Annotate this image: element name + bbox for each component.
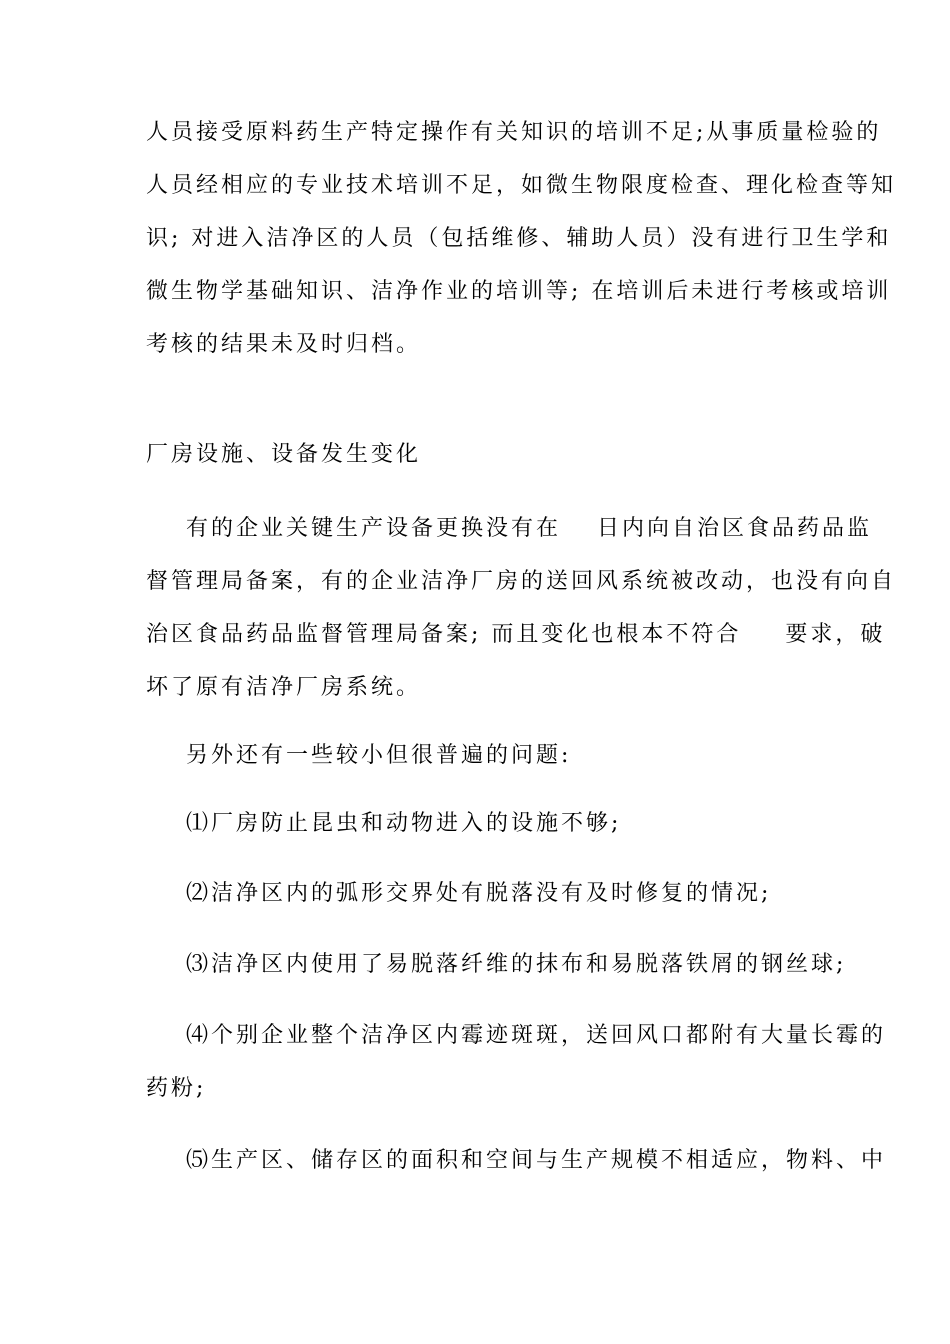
paragraph-3: 另外还有一些较小但很普遍的问题: bbox=[186, 743, 572, 768]
paragraph-2-line-3 bbox=[146, 620, 886, 650]
paragraph-2-line-1-part-2: 日内向自治区食品药品监 bbox=[597, 516, 873, 541]
paragraph-1-line-1: 人员接受原料药生产特定操作有关知识的培训不足;从事质量检验的 bbox=[146, 120, 882, 145]
paragraph-1-line-4: 微生物学基础知识、洁净作业的培训等; 在培训后未进行考核或培训 bbox=[146, 279, 892, 304]
list-item-4: ⑷个别企业整个洁净区内霉迹斑斑，送回风口都附有大量长霉的 bbox=[186, 1023, 887, 1048]
paragraph-1-line-5: 考核的结果未及时归档。 bbox=[146, 332, 422, 357]
paragraph-1-line-3: 识; 对进入洁净区的人员（包括维修、辅助人员）没有进行卫生学和 bbox=[146, 226, 892, 251]
paragraph-1-line-2: 人员经相应的专业技术培训不足，如微生物限度检查、理化检查等知 bbox=[146, 173, 897, 198]
section-heading: 厂房设施、设备发生变化 bbox=[146, 442, 422, 467]
list-item-2: ⑵洁净区内的弧形交界处有脱落没有及时修复的情况; bbox=[186, 881, 772, 906]
paragraph-2-line-3-part-1: 治区食品药品监督管理局备案; 而且变化也根本不符合 bbox=[146, 622, 742, 647]
paragraph-2-line-1-part-1: 有的企业关键生产设备更换没有在 bbox=[186, 516, 562, 541]
list-item-3: ⑶洁净区内使用了易脱落纤维的抹布和易脱落铁屑的钢丝球; bbox=[186, 952, 847, 977]
paragraph-2-line-3-part-2: 要求，破 bbox=[785, 622, 886, 647]
list-item-5: ⑸生产区、储存区的面积和空间与生产规模不相适应，物料、中 bbox=[186, 1148, 887, 1173]
list-item-1: ⑴厂房防止昆虫和动物进入的设施不够; bbox=[186, 811, 622, 836]
paragraph-2-line-4: 坏了原有洁净厂房系统。 bbox=[146, 675, 422, 700]
paragraph-2-line-1 bbox=[186, 514, 873, 544]
list-item-4-continued: 药粉; bbox=[146, 1076, 207, 1101]
paragraph-2-line-2: 督管理局备案，有的企业洁净厂房的送回风系统被改动，也没有向自 bbox=[146, 569, 897, 594]
